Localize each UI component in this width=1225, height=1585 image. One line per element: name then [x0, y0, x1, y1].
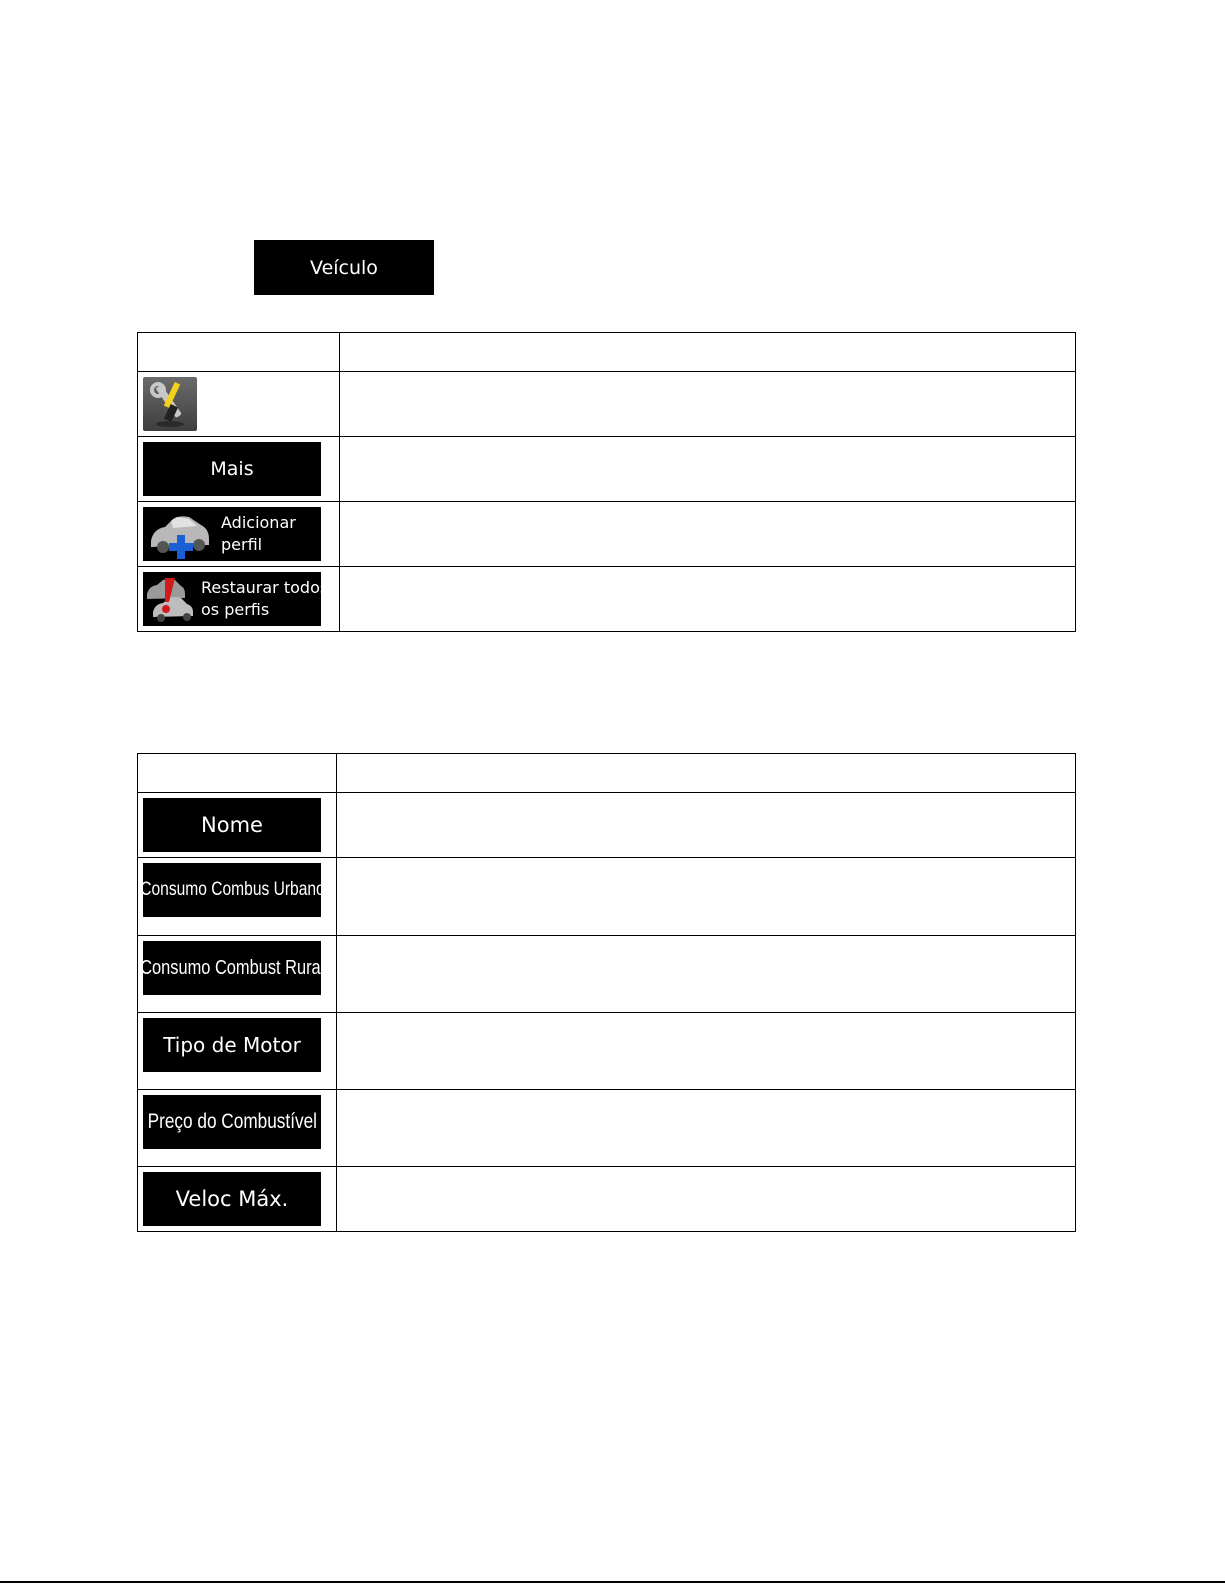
fuel-price-button[interactable]	[143, 1095, 321, 1149]
table-cell	[138, 1167, 337, 1232]
vehicle-button-label: Veículo	[310, 256, 378, 279]
vehicle-profiles-table	[137, 332, 1076, 632]
more-button-label: Mais	[210, 458, 254, 480]
table-header-row	[138, 333, 1076, 372]
table-cell	[138, 502, 340, 567]
fuel-price-label: Preço do Combustível	[147, 1110, 317, 1133]
description-cell	[337, 1090, 1076, 1167]
name-button-label: Nome	[201, 813, 263, 837]
add-profile-label-line2: perfil	[221, 535, 263, 554]
table-row	[138, 502, 1076, 567]
description-cell	[337, 1013, 1076, 1090]
restore-all-profiles-button[interactable]	[143, 572, 329, 626]
vehicle-settings-table	[137, 753, 1076, 1232]
engine-type-label: Tipo de Motor	[163, 1033, 301, 1057]
description-cell	[337, 936, 1076, 1013]
header-cell-description	[340, 333, 1076, 372]
engine-type-button[interactable]	[143, 1018, 321, 1072]
rural-fuel-consumption-label: Consumo Combust Rural	[139, 956, 325, 979]
add-profile-label-line1: Adicionar	[221, 513, 296, 532]
table-row	[138, 1013, 1076, 1090]
table-cell	[138, 1090, 337, 1167]
car-add-icon	[143, 507, 215, 561]
description-cell	[340, 567, 1076, 632]
table-cell	[138, 1013, 337, 1090]
page-bottom-rule	[0, 1581, 1225, 1583]
max-speed-button[interactable]	[143, 1172, 321, 1226]
table-row	[138, 372, 1076, 437]
table-cell	[138, 793, 337, 858]
description-cell	[337, 1167, 1076, 1232]
table-cell	[138, 372, 340, 437]
table-cell	[138, 437, 340, 502]
table-row	[138, 793, 1076, 858]
table-row	[138, 858, 1076, 936]
table-row	[138, 567, 1076, 632]
tools-icon[interactable]	[143, 377, 197, 431]
table-row	[138, 936, 1076, 1013]
description-cell	[337, 858, 1076, 936]
rural-fuel-consumption-button[interactable]	[139, 941, 325, 995]
description-cell	[337, 793, 1076, 858]
description-cell	[340, 502, 1076, 567]
car-restore-icon	[143, 572, 197, 626]
urban-fuel-consumption-label: Consumo Combus Urbano	[139, 879, 325, 900]
description-cell	[340, 372, 1076, 437]
table-cell	[138, 567, 340, 632]
urban-fuel-consumption-button[interactable]	[139, 863, 325, 917]
table-header-row	[138, 754, 1076, 793]
name-button[interactable]	[143, 798, 321, 852]
table-row	[138, 1167, 1076, 1232]
add-profile-button[interactable]	[143, 507, 321, 561]
table-row	[138, 437, 1076, 502]
restore-profiles-label-line2: os perfis	[201, 600, 270, 619]
more-button[interactable]	[143, 442, 321, 496]
header-cell-button	[138, 754, 337, 793]
table-row	[138, 1090, 1076, 1167]
restore-profiles-label-line1: Restaurar todos	[201, 578, 329, 597]
description-cell	[340, 437, 1076, 502]
vehicle-button[interactable]	[254, 240, 434, 295]
header-cell-button	[138, 333, 340, 372]
max-speed-label: Veloc Máx.	[175, 1187, 289, 1211]
table-cell	[138, 858, 337, 936]
table-cell	[138, 936, 337, 1013]
header-cell-description	[337, 754, 1076, 793]
